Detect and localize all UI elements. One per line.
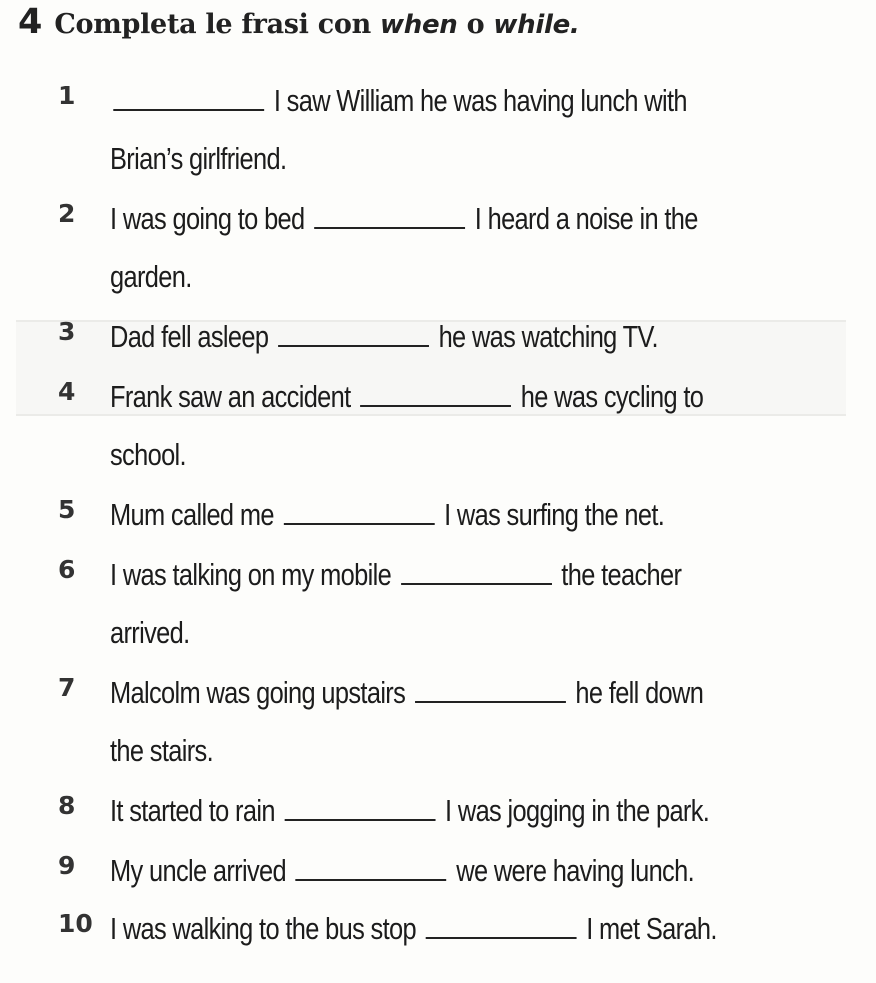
sentence-continuation: garden.: [110, 259, 192, 294]
answer-blank[interactable]: [296, 859, 447, 881]
item-number: 4: [58, 377, 76, 406]
answer-blank[interactable]: [284, 799, 435, 821]
answer-blank[interactable]: [278, 325, 429, 347]
exercise-heading: [18, 2, 580, 52]
item-sentence: [110, 782, 709, 840]
sentence-continuation: school.: [110, 437, 186, 472]
answer-blank[interactable]: [314, 207, 465, 229]
exercise-instruction: [54, 9, 579, 40]
exercise-item-8: [58, 782, 858, 840]
sentence-after: he was watching TV.: [432, 319, 658, 354]
item-number: 5: [58, 495, 76, 524]
exercise-item-10: [58, 900, 858, 958]
item-sentence: [110, 842, 694, 900]
item-sentence: [110, 546, 681, 604]
sentence-before: Malcolm was going upstairs: [110, 675, 412, 710]
item-number: 3: [58, 317, 76, 346]
item-number: 7: [58, 673, 76, 702]
answer-blank[interactable]: [113, 89, 264, 111]
sentence-after: I was surfing the net.: [437, 497, 665, 532]
sentence-continuation: Brian’s girlfriend.: [110, 141, 287, 176]
sentence-continuation: the stairs.: [110, 733, 213, 768]
item-sentence: [110, 190, 698, 248]
item-sentence: [110, 486, 664, 544]
sentence-before: It started to rain: [110, 793, 282, 828]
exercise-number: 4: [18, 2, 43, 42]
item-number: 10: [58, 909, 93, 938]
item-sentence: [110, 308, 658, 366]
keyword-when: when: [380, 10, 458, 40]
answer-blank[interactable]: [401, 563, 552, 585]
item-number: 9: [58, 851, 76, 880]
sentence-after: he was cycling to: [514, 379, 704, 414]
sentence-after: he fell down: [569, 675, 704, 710]
sentence-after: I saw William he was having lunch with: [267, 83, 687, 118]
exercise-item-4: [58, 368, 858, 472]
sentence-continuation: arrived.: [110, 615, 190, 650]
item-number: 2: [58, 199, 76, 228]
exercise-item-2: [58, 190, 858, 294]
exercise-item-5: [58, 486, 858, 544]
exercise-item-9: [58, 842, 858, 900]
exercise-item-6: [58, 546, 858, 650]
sentence-after: I met Sarah.: [579, 911, 717, 946]
item-number: 1: [58, 81, 76, 110]
keyword-while: while.: [493, 10, 580, 40]
sentence-before: I was going to bed: [110, 201, 311, 236]
item-number: 8: [58, 791, 76, 820]
sentence-before: I was talking on my mobile: [110, 557, 398, 592]
answer-blank[interactable]: [426, 917, 577, 939]
answer-blank[interactable]: [284, 503, 435, 525]
sentence-before: My uncle arrived: [110, 853, 293, 888]
item-sentence: [110, 72, 687, 130]
sentence-after: the teacher: [554, 557, 682, 592]
answer-blank[interactable]: [360, 385, 511, 407]
exercise-item-7: [58, 664, 858, 768]
item-sentence: [110, 368, 703, 426]
sentence-before: Dad fell asleep: [110, 319, 275, 354]
instruction-middle: o: [457, 9, 494, 40]
sentence-before: I was walking to the bus stop: [110, 911, 423, 946]
sentence-after: I heard a noise in the: [468, 201, 698, 236]
exercise-item-3: [58, 308, 858, 366]
instruction-prefix: Completa le frasi con: [54, 9, 381, 40]
sentence-before: Frank saw an accident: [110, 379, 357, 414]
answer-blank[interactable]: [415, 681, 566, 703]
sentence-after: I was jogging in the park.: [438, 793, 710, 828]
item-number: 6: [58, 555, 76, 584]
exercise-item-1: [58, 72, 858, 176]
item-sentence: [110, 900, 717, 958]
sentence-before: Mum called me: [110, 497, 281, 532]
sentence-after: we were having lunch.: [449, 853, 694, 888]
item-sentence: [110, 664, 703, 722]
